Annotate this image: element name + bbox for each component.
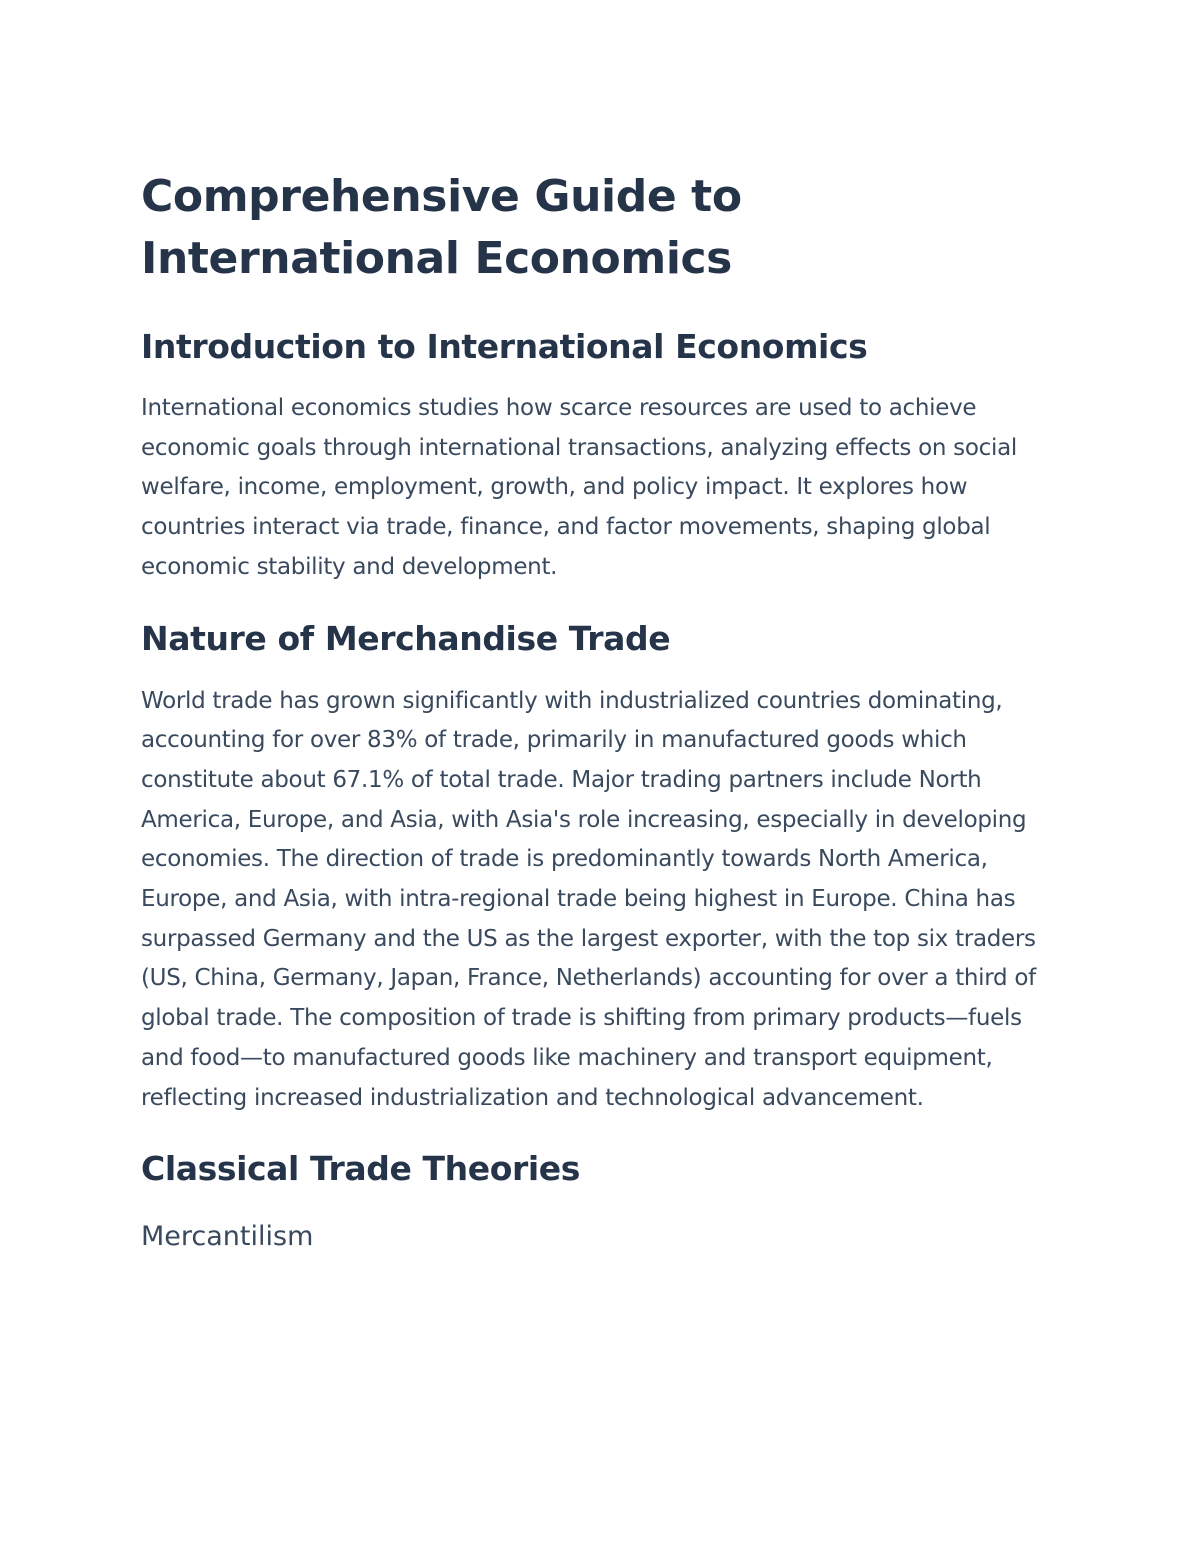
section-heading-introduction: Introduction to International Economics xyxy=(141,327,868,366)
section-heading-classical-trade-theories: Classical Trade Theories xyxy=(141,1149,581,1189)
section-heading-merchandise-trade: Nature of Merchandise Trade xyxy=(141,618,671,658)
subheading-mercantilism: Mercantilism xyxy=(141,1221,314,1253)
paragraph-merchandise-trade: World trade has grown significantly with industrialized countries dominating, accounting for over 83% of trade, primarily in manufactured goods which constitute about 67.1% of total trade. Major trading partners include North America, Europe, and Asia, with Asia's role increasing, especially in developing economies. The direction of trade is predominantly towards North America, Europe, and Asia, with intra-regional trade being highest in Europe. China has surpassed Germany and the US as the largest exporter, with the top six traders (US, China, Germany, Japan, France, Netherlands) accounting for over a third of global trade. The composition of trade is shifting from primary products—fuels and food—to manufactured goods like machinery and transport equipment, reflecting increased industrialization and technological advancement. xyxy=(141,687,1036,1111)
document-content xyxy=(141,166,1071,1256)
document-title: Comprehensive Guide to International Economics xyxy=(141,171,742,284)
paragraph-introduction: International economics studies how scarce resources are used to achieve economic goals through international transactions, analyzing effects on social welfare, income, employment, growth, and policy impact. It explores how countries interact via trade, finance, and factor movements, shaping global economic stability and development. xyxy=(141,395,1017,580)
